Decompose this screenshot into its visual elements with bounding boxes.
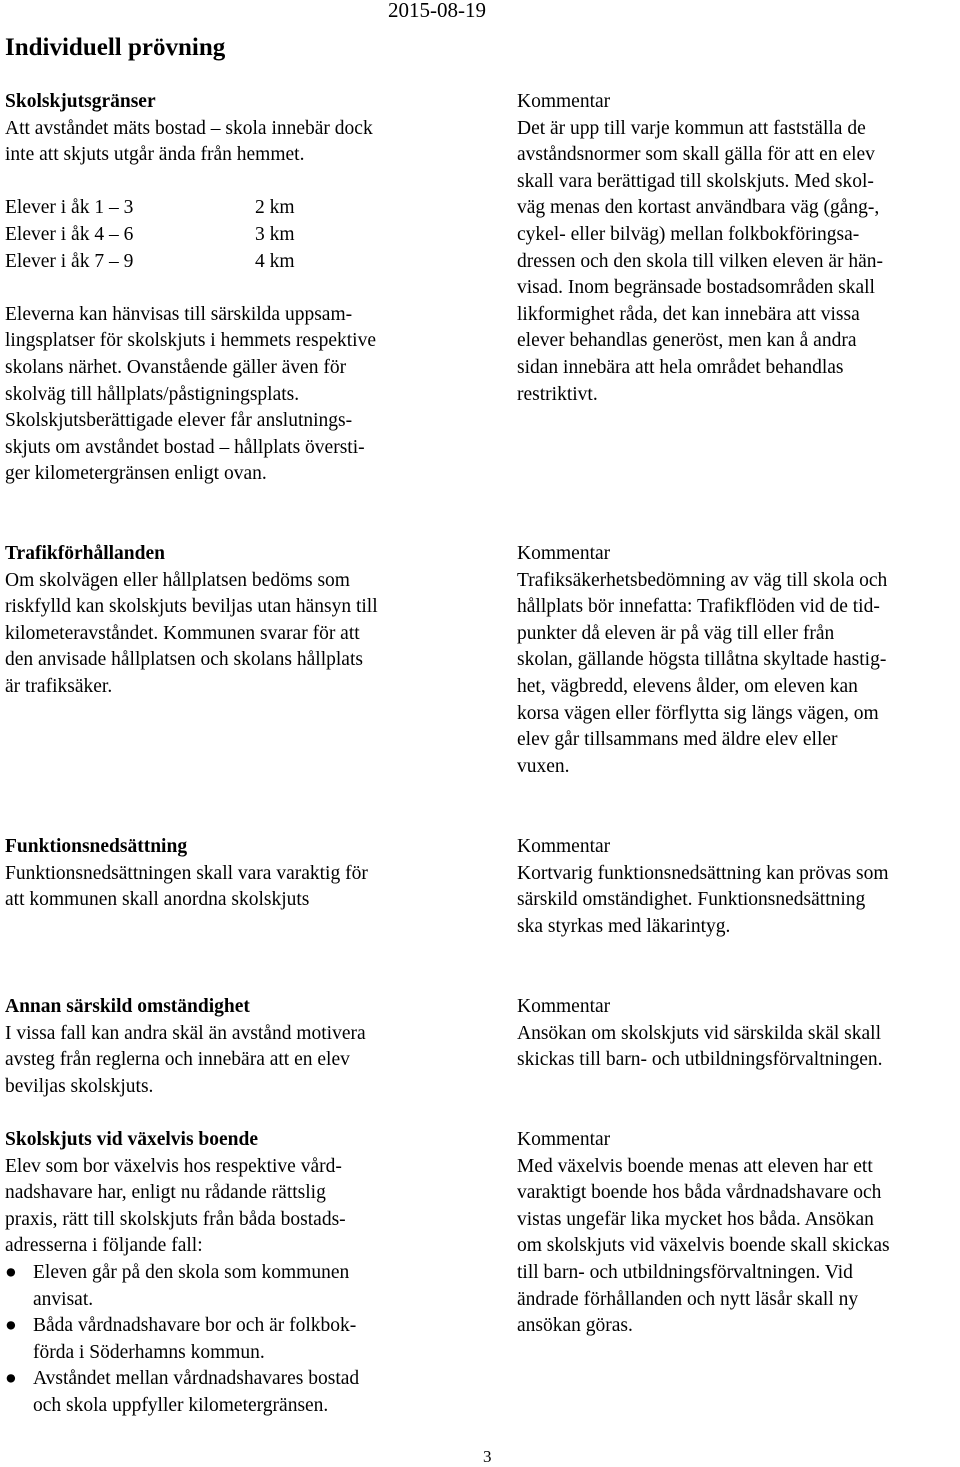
paragraph-line: ger kilometergränsen enligt ovan. <box>5 463 267 485</box>
section-annan-omstandighet <box>5 994 366 1420</box>
paragraph-line: kilometeravståndet. Kommunen svarar för att <box>5 622 360 644</box>
section-heading: Trafikförhållanden <box>5 543 165 564</box>
distance-km: 3 km <box>255 223 295 245</box>
comment-line: till barn- och utbildningsförvaltningen. Vid <box>517 1261 853 1283</box>
section-heading: Skolskjuts vid växelvis boende <box>5 1128 259 1150</box>
page-title: Individuell prövning <box>5 34 226 61</box>
paragraph-line: den anvisade hållplatsen och skolans hållplats <box>5 649 363 671</box>
paragraph-line: skolväg till hållplats/påstigningsplats. <box>5 383 300 405</box>
comment-line: Med växelvis boende menas att eleven har ett <box>517 1155 873 1177</box>
paragraph-line: Skolskjutsberättigade elever får anslutnings- <box>5 410 353 432</box>
section-skolskjutsgranser <box>5 89 376 488</box>
paragraph-line: praxis, rätt till skolskjuts från båda bostads- <box>5 1208 346 1230</box>
paragraph-line: lingsplatser för skolskjuts i hemmets respektive <box>5 330 376 352</box>
comment-line: skickas till barn- och utbildningsförvaltningen. <box>517 1049 883 1071</box>
paragraph-line: beviljas skolskjuts. <box>5 1075 154 1097</box>
comment-line: elev går tillsammans med äldre elev eller <box>517 729 838 751</box>
page-number: 3 <box>483 1447 492 1466</box>
distance-row <box>5 249 376 276</box>
comment-line: cykel- eller bilväg) mellan folkbokföringsa- <box>517 223 860 245</box>
paragraph-line: Att avståndet mäts bostad – skola innebär dock <box>5 117 373 139</box>
paragraph-line: skolans närhet. Ovanstående gäller även för <box>5 356 347 378</box>
comment-line: väg menas den kortast användbara väg (gång-, <box>517 197 880 219</box>
comment-skolskjutsgranser <box>517 89 883 408</box>
section-heading: Annan särskild omständighet <box>5 996 250 1017</box>
comment-line: hållplats bör innefatta: Trafikflöden vid de tid- <box>517 596 880 618</box>
comment-line: korsa vägen eller förflytta sig längs vägen, om <box>517 702 879 724</box>
comment-line: Ansökan om skolskjuts vid särskilda skäl skall <box>517 1022 881 1044</box>
bullet-item <box>5 1366 366 1419</box>
comment-vaxelvis-boende <box>517 1127 890 1340</box>
paragraph-line: Elev som bor växelvis hos respektive vård- <box>5 1155 342 1177</box>
comment-line: likformighet råda, det kan innebära att vissa <box>517 303 860 325</box>
distance-row <box>5 222 376 249</box>
paragraph-line: I vissa fall kan andra skäl än avstånd motivera <box>5 1022 366 1044</box>
comment-funktionsnedsattning <box>517 834 889 940</box>
bullet-icon: ● <box>5 1315 17 1337</box>
comment-line: Det är upp till varje kommun att fastställa de <box>517 117 866 139</box>
paragraph-line: nadshavare har, enligt nu rådande rättslig <box>5 1182 326 1204</box>
comment-line: het, vägbredd, elevens ålder, om eleven kan <box>517 675 858 697</box>
comment-line: punkter då eleven är på väg till eller från <box>517 622 835 644</box>
comment-line: avståndsnormer som skall gälla för att en elev <box>517 144 875 166</box>
comment-annan-omstandighet <box>517 994 883 1074</box>
paragraph-line: Eleverna kan hänvisas till särskilda uppsam- <box>5 303 353 325</box>
paragraph-line: adresserna i följande fall: <box>5 1235 203 1257</box>
bullet-icon: ● <box>5 1368 17 1390</box>
paragraph-line: Om skolvägen eller hållplatsen bedöms som <box>5 569 350 591</box>
distance-table <box>5 195 376 275</box>
bullet-text: anvisat. <box>33 1288 94 1310</box>
comment-heading: Kommentar <box>517 543 611 564</box>
bullet-icon: ● <box>5 1261 17 1283</box>
comment-heading: Kommentar <box>517 1129 611 1150</box>
comment-trafikforhallanden <box>517 541 887 780</box>
distance-km: 2 km <box>255 197 295 219</box>
comment-line: Trafiksäkerhetsbedömning av väg till skola och <box>517 569 888 591</box>
comment-line: dressen och den skola till vilken eleven är hän- <box>517 250 884 272</box>
bullet-list <box>5 1260 366 1420</box>
paragraph-line: är trafiksäker. <box>5 675 113 697</box>
comment-line: restriktivt. <box>517 383 598 405</box>
section-heading: Skolskjutsgränser <box>5 91 156 112</box>
distance-grade: Elever i åk 4 – 6 <box>5 223 134 245</box>
section-trafikforhallanden <box>5 541 378 701</box>
comment-line: elever behandlas generöst, men kan å andra <box>517 330 857 352</box>
section-funktionsnedsattning <box>5 834 368 914</box>
comment-line: ansökan göras. <box>517 1315 633 1337</box>
comment-line: ska styrkas med läkarintyg. <box>517 915 731 937</box>
bullet-text: förda i Söderhamns kommun. <box>33 1341 265 1363</box>
paragraph-line: skjuts om avståndet bostad – hållplats översti- <box>5 436 365 458</box>
bullet-item <box>5 1260 366 1313</box>
distance-grade: Elever i åk 7 – 9 <box>5 250 134 272</box>
paragraph-line: avsteg från reglerna och innebära att en elev <box>5 1049 350 1071</box>
comment-heading: Kommentar <box>517 836 611 857</box>
bullet-text: och skola uppfyller kilometergränsen. <box>33 1394 329 1416</box>
paragraph-line: att kommunen skall anordna skolskjuts <box>5 889 310 911</box>
page-date: 2015-08-19 <box>388 0 486 22</box>
comment-line: vuxen. <box>517 755 570 777</box>
section-heading: Funktionsnedsättning <box>5 836 188 857</box>
paragraph-line: Funktionsnedsättningen skall vara varaktig för <box>5 862 368 884</box>
comment-line: särskild omständighet. Funktionsnedsättning <box>517 889 866 911</box>
comment-line: visad. Inom begränsade bostadsområden skall <box>517 277 875 299</box>
bullet-item <box>5 1313 366 1366</box>
distance-km: 4 km <box>255 250 295 272</box>
comment-heading: Kommentar <box>517 996 611 1017</box>
comment-line: varaktigt boende hos båda vårdnadshavare och <box>517 1182 882 1204</box>
comment-line: skall vara berättigad till skolskjuts. Med skol- <box>517 170 874 192</box>
comment-heading: Kommentar <box>517 91 611 112</box>
bullet-text: Eleven går på den skola som kommunen <box>33 1261 350 1283</box>
distance-row <box>5 195 376 222</box>
comment-line: skolan, gällande högsta tillåtna skyltade hastig- <box>517 649 887 671</box>
bullet-text: Avståndet mellan vårdnadshavares bostad <box>33 1368 360 1390</box>
paragraph-line: riskfylld kan skolskjuts beviljas utan hänsyn till <box>5 596 378 618</box>
comment-line: vistas ungefär lika mycket hos båda. Ansökan <box>517 1208 874 1230</box>
comment-line: om skolskjuts vid växelvis boende skall skickas <box>517 1235 890 1257</box>
paragraph-line: inte att skjuts utgår ända från hemmet. <box>5 144 305 166</box>
distance-grade: Elever i åk 1 – 3 <box>5 197 134 219</box>
bullet-text: Båda vårdnadshavare bor och är folkbok- <box>33 1315 357 1337</box>
comment-line: Kortvarig funktionsnedsättning kan prövas som <box>517 862 889 884</box>
comment-line: sidan innebära att hela området behandlas <box>517 356 844 378</box>
comment-line: ändrade förhållanden och nytt läsår skall ny <box>517 1288 859 1310</box>
